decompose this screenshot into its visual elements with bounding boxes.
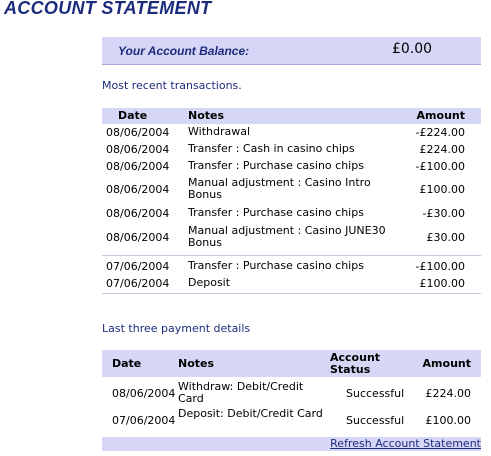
txn-date: 07/06/2004 xyxy=(106,260,170,273)
txn-notes: Transfer : Purchase casino chips xyxy=(188,206,364,219)
payment-status: Successful xyxy=(346,387,405,400)
txn-date: 08/06/2004 xyxy=(106,160,170,173)
txn-amount: -£224.00 xyxy=(415,126,465,139)
txn-notes: Transfer : Purchase casino chips xyxy=(188,259,364,272)
payments-header-status-line1: Account xyxy=(330,351,381,364)
txn-amount: £100.00 xyxy=(419,277,465,290)
transactions-header-date: Date xyxy=(118,109,148,122)
payment-amount: £100.00 xyxy=(425,414,471,427)
txn-notes: Transfer : Cash in casino chips xyxy=(188,142,355,155)
refresh-bar xyxy=(102,437,481,451)
payment-notes: Withdraw: Debit/Credit Card xyxy=(178,380,304,405)
txn-notes: Deposit xyxy=(188,276,231,289)
payment-notes: Deposit: Debit/Credit Card xyxy=(178,407,323,420)
transactions-header-notes: Notes xyxy=(188,109,225,122)
transactions-header-amount: Amount xyxy=(416,109,465,122)
txn-amount: -£30.00 xyxy=(422,207,465,220)
account-balance-label: Your Account Balance: xyxy=(118,44,250,58)
payments-table-header xyxy=(102,350,481,377)
payment-amount: £224.00 xyxy=(425,387,471,400)
txn-date: 08/06/2004 xyxy=(106,143,170,156)
txn-date: 08/06/2004 xyxy=(106,207,170,220)
table-row xyxy=(102,408,481,432)
txn-amount: -£100.00 xyxy=(415,260,465,273)
payments-header-date: Date xyxy=(112,357,142,370)
payment-status: Successful xyxy=(346,414,405,427)
payments-header-status-line2: Status xyxy=(330,363,371,376)
txn-amount: -£100.00 xyxy=(415,160,465,173)
txn-notes: Manual adjustment : Casino JUNE30 Bonus xyxy=(188,224,386,249)
txn-notes: Withdrawal xyxy=(188,125,251,138)
payment-date: 07/06/2004 xyxy=(112,414,176,427)
transactions-table-header xyxy=(102,108,481,124)
account-balance-panel xyxy=(102,37,481,65)
payments-header-notes: Notes xyxy=(178,357,215,370)
transactions-bottom-divider xyxy=(102,293,481,294)
page-title: ACCOUNT STATEMENT xyxy=(4,0,212,18)
transactions-day-divider xyxy=(102,255,481,256)
txn-amount: £30.00 xyxy=(426,231,465,244)
account-balance-value: £0.00 xyxy=(392,41,433,57)
txn-amount: £224.00 xyxy=(419,143,465,156)
txn-amount: £100.00 xyxy=(419,183,465,196)
txn-date: 07/06/2004 xyxy=(106,277,170,290)
transactions-caption: Most recent transactions. xyxy=(102,79,242,92)
txn-notes: Manual adjustment : Casino Intro Bonus xyxy=(188,176,371,201)
txn-date: 08/06/2004 xyxy=(106,183,170,196)
txn-date: 08/06/2004 xyxy=(106,126,170,139)
refresh-statement-link[interactable]: Refresh Account Statement xyxy=(330,437,481,450)
payment-date: 08/06/2004 xyxy=(112,387,176,400)
txn-notes: Transfer : Purchase casino chips xyxy=(188,159,364,172)
table-row xyxy=(102,381,481,405)
payments-header-amount: Amount xyxy=(422,357,471,370)
txn-date: 08/06/2004 xyxy=(106,231,170,244)
payments-caption: Last three payment details xyxy=(102,322,251,335)
